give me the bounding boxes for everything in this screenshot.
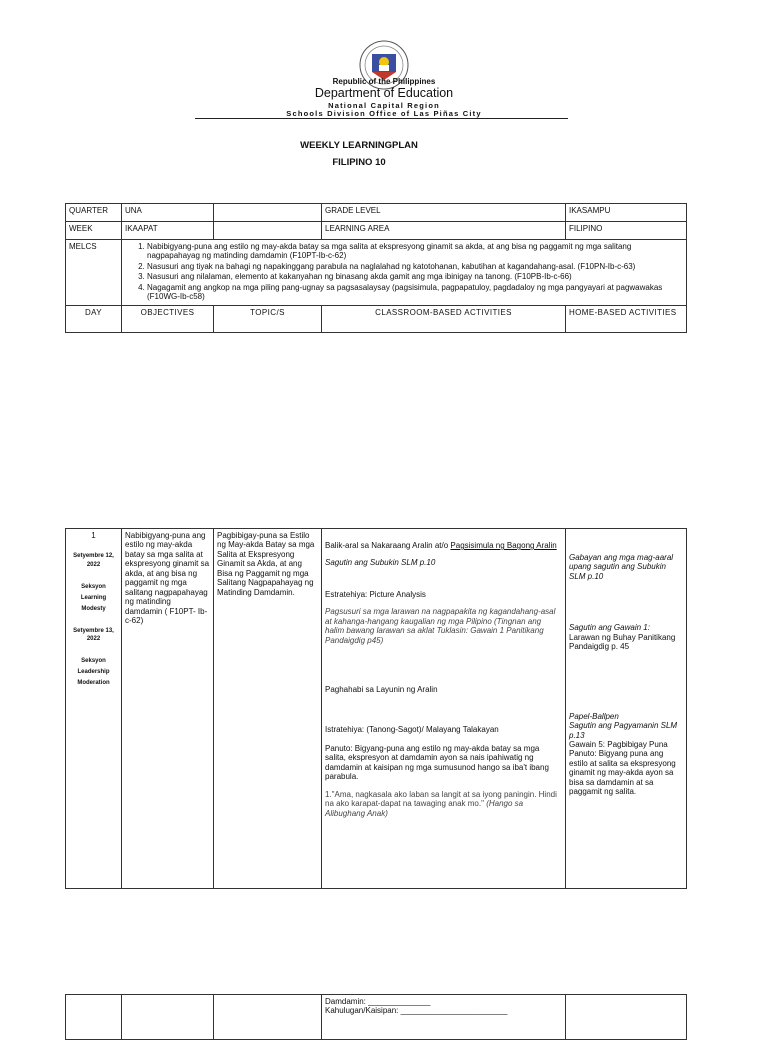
melc-item: 4. Nagagamit ang angkop na mga piling pang-ugnay sa pagsasalaysay (pagsisimula, pagpapatuloy, pagdadaloy ng mga pangyayari at pagwawakas (F10WG-Ib-c58)	[147, 283, 683, 302]
grade-value: IKASAMPU	[566, 204, 687, 222]
area-value: FILIPINO	[566, 222, 687, 240]
date-1: Setyembre 12, 2022	[73, 553, 114, 568]
section-label: Seksyon	[81, 583, 106, 590]
info-table	[65, 203, 687, 333]
section-label: Seksyon	[81, 658, 106, 665]
balik-aral-text: Balik-aral sa Nakaraang Aralin at/o	[325, 541, 451, 550]
quote-source: (Hango sa Alibughang Anak)	[325, 799, 524, 818]
damdamin-line: Damdamin: ______________	[325, 997, 431, 1006]
melc-item: 3. Nasusuri ang nilalaman, elemento at kakanyahan ng binasang akda gamit ang mga ibinigay na tanong. (F10PB-Ib-c-66)	[147, 272, 683, 281]
panuto-text: Panuto: Bigyang-puna ang estilo ng may-akda batay sa mga salita, ekspresyon at damdamin ayon sa nais ipahiwatig ng damdamin at kaisipan ng mga sumusunod hango sa iba't ibang parabula.	[325, 743, 549, 782]
objective-cell	[122, 529, 214, 889]
plan-subject: FILIPINO 10	[332, 157, 386, 168]
classroom-cell	[322, 995, 566, 1040]
republic-header: Republic of the Philippines	[332, 77, 436, 86]
quote-block	[325, 790, 562, 818]
empty-cell	[214, 204, 322, 222]
sagutin-subukin: Sagutin ang Subukin SLM p.10	[325, 558, 436, 568]
week-value: IKAAPAT	[122, 222, 214, 240]
empty-cell	[214, 995, 322, 1040]
gawain5-text: Gawain 5: Pagbibigay Puna	[569, 739, 668, 749]
pagsusuri-text: Pagsusuri sa mga larawan na nagpapakita ng kagandahang-asal at kahanga-hangang kaugalian ng mga Pilipino (Tingnan ang halim bawang larawan sa aklat Tuklasin: Gawain 1 Panitikang Pandaigdig p45)	[325, 607, 556, 645]
plan-title: WEEKLY LEARNINGPLAN	[300, 140, 418, 151]
estratehiya: Estratehiya: Picture Analysis	[325, 589, 426, 599]
area-label: LEARNING AREA	[322, 222, 566, 240]
home-cell	[566, 529, 687, 889]
quote-text: 1."Ama, nagkasala ako laban sa langit at sa iyong paningin. Hindi na ako karapat-dapat na tawaging anak mo."	[325, 789, 557, 809]
grade-label: GRADE LEVEL	[322, 204, 566, 222]
melcs-list-cell	[122, 240, 687, 306]
melc-item: 2. Nasusuri ang tiyak na bahagi ng napakinggang parabula na naglalahad ng katotohanan, kabutihan at kagandahang-asal. (F10PN-Ib-c-63)	[147, 262, 683, 271]
empty-cell	[66, 995, 122, 1040]
sagutin-gawain: Sagutin ang Gawain 1:	[569, 623, 650, 633]
empty-cell	[122, 995, 214, 1040]
melcs-list	[125, 242, 683, 302]
section-name: Moderation	[77, 680, 110, 687]
larawan-text: Larawan ng Buhay Panitikang Pandaigdig p. 45	[569, 632, 676, 652]
day-cell	[66, 529, 122, 889]
objective-text: Nabibigyang-puna ang estilo ng may-akda batay sa mga salita at ekspresyong ginamit sa akda, at ang bisa ng paggamit ng mga salitang nagpapahayag ng matinding damdamin ( F10PT- Ib-c-62)	[125, 531, 210, 625]
home-panuto-text: Panuto: Bigyang puna ang estilo at salita sa ekspresyong ginamit ng may-akda ayon sa bisa sa damdamin at sa paggamit ng salita.	[569, 749, 676, 797]
melcs-label: MELCS	[66, 240, 122, 306]
empty-cell	[566, 995, 687, 1040]
section-name: Modesty	[81, 605, 106, 612]
empty-cell	[214, 222, 322, 240]
region-header: National Capital Region	[328, 101, 440, 110]
department-header: Department of Education	[314, 86, 454, 100]
topic-text: Pagbibigay-puna sa Estilo ng May-akda Batay sa mga Salita at Ekspresyong Ginamit sa Akda, at ang Bisa ng Paggamit ng mga Salitang Nagpapahayag ng Matinding Damdamin.	[217, 531, 315, 597]
melc-item: 1. Nabibigyang-puna ang estilo ng may-akda batay sa mga salita at ekspresyong ginamit sa akda, at ang bisa ng paggamit ng mga salitang nagpapahayag ng matinding damdamin (F10PT-Ib-c-62)	[147, 242, 683, 261]
week-label: WEEK	[66, 222, 122, 240]
next-activity-table	[65, 994, 687, 1040]
date-2: Setyembre 13, 2022	[73, 627, 114, 642]
istratehiya: Istratehiya: (Tanong-Sagot)/ Malayang Talakayan	[325, 724, 499, 734]
col-topics-header: TOPIC/S	[214, 305, 322, 332]
paghahabi: Paghahabi sa Layunin ng Aralin	[325, 685, 438, 695]
quarter-label: QUARTER	[66, 204, 122, 222]
col-classroom-header: CLASSROOM-BASED ACTIVITIES	[322, 305, 566, 332]
col-home-header: HOME-BASED ACTIVITIES	[566, 305, 687, 332]
day-number: 1	[91, 531, 96, 540]
kahulugan-line: Kahulugan/Kaisipan: ________________________	[325, 1006, 508, 1016]
pagyamanin-text: Sagutin ang Pagyamanin SLM p.13	[569, 721, 678, 740]
classroom-cell	[322, 529, 566, 889]
activity-table	[65, 528, 687, 889]
col-objectives-header: OBJECTIVES	[122, 305, 214, 332]
papel-ballpen: Papel-Ballpen	[569, 711, 619, 721]
col-day-header: DAY	[66, 305, 122, 332]
quarter-value: UNA	[122, 204, 214, 222]
header-divider	[195, 118, 568, 119]
section-name: Learning	[80, 594, 107, 601]
balik-aral	[325, 541, 562, 550]
section-name: Leadership	[77, 669, 110, 676]
gabayan-text: Gabayan ang mga mag-aaral upang sagutin ang Subukin SLM p.10	[569, 553, 674, 581]
balik-aral-link[interactable]: Pagsisimula ng Bagong Aralin	[450, 541, 557, 550]
topic-cell	[214, 529, 322, 889]
division-header: Schools Division Office of Las Piñas City	[286, 109, 482, 118]
